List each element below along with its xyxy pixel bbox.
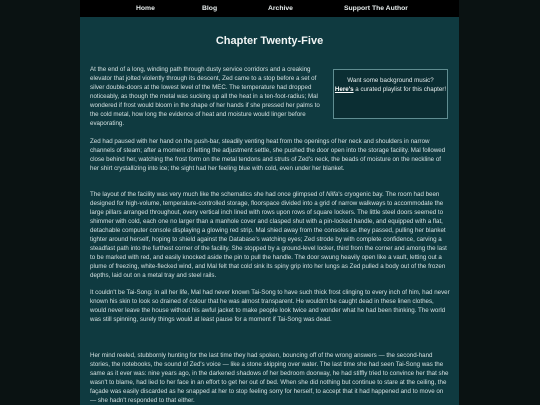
callout-question: Want some background music? [347,77,434,84]
nav-support-link[interactable]: Support The Author [344,5,408,12]
paragraph-5: Her mind reeled, stubbornly hunting for the last time they had spoken, bouncing off of the wrong answers — the second-hand stories, the notebooks, the sound of Zed's voice — like a stone skipping over water. The last time she had seen Tai-Song was the same as it ever was: nine years ago, in the darkened shadows of her bedroom doorway, he had stiffly tried to convince her that she wasn't to blame, had lied to her face in an effort to get her out of bed. When she did nothing but continue to stare at the ceiling, the façade was easily discarded as he snapped at her to stop feeling sorry for herself, to accept that it had happened and to move on — she hadn't responded to that either. [90,352,449,404]
callout-text: a curated playlist for this chapter! [353,85,447,93]
ship-name: Nilfa [325,191,339,198]
paragraph-3-rest: 's cryogenic bay. The room had been designed for high-volume, temperature-controlled storage, floorspace divided into a grid of narrow walkways to accommodate the large pillars arranged throughout, every vertical inch lined with rows upon rows of square lockers. The little steel doors seemed to shimmer with cold, each one no larger than a manhole cover and clasped shut with a pin-locked handle, and equipped with a flat, detachable computer console displaying a glowing red strip. Mal shied away from the consoles as they passed, pulling her blanket tighter around herself, hoping to shield against the Database's watching eyes; Zed strode by with complete confidence, carving a steadfast path into the furthest corner of the facility. She stopped by a ground-level locker, third from the corner and among the last to be marked with red, and easily knocked aside the pin to pull the handle. The door swung heavily open like a vault, letting out a plume of freezing, white-flecked wind, and Mal felt that cold sink its spiny grip into her lungs as Zed pulled a body out of the frozen depths, laid out on a metal tray and steel rails. [90,191,447,279]
paragraph-1: At the end of a long, winding path through dusty service corridors and a creaking elevator that jolted violently through its descent, Zed came to a stop before a set of silver double-doors at the lowest level of the MEC. The temperature had dropped noticeably, as though the metal was sucking up all the heat in a ten-foot-radius; Mal wondered if frost would bloom in the shape of her hands if she pressed her palms to the cold metal, how long the evidence of heat and moisture would linger before evaporating. [90,66,320,127]
chapter-title: Chapter Twenty-Five [215,35,324,47]
nav-archive-link[interactable]: Archive [268,5,293,12]
paragraph-4: It couldn't be Tai-Song: in all her life, Mal had never known Tai-Song to have such thick frost clinging to every inch of him, had never known his skin to look so drained of colour that he was almost transparent. He wouldn't be caught dead in these linen clothes, would never leave the house without his awful jacket to make people look twice and wonder what he had been thinking. The world was still spinning, surely things would at least pause for a moment if Tai-Song was dead. [90,289,450,323]
paragraph-2: Zed had paused with her hand on the push-bar, steadily venting heat from the openings of her neck and shoulders in narrow channels of steam; after a moment of letting the adjustment settle, she pushed the door open into the storage facility. Mal followed close behind her, watching the frost form on the metal tendons and struts of Zed's neck, the beads of moisture on the neckline of her shirt crystallizing into ice; the sight had her feeling blue with cold, even under her blanket. [90,138,446,172]
chapter-content [80,17,459,405]
paragraph-3-start: The layout of the facility was very much like the schematics she had once glimpsed of [90,191,326,198]
top-nav [80,0,459,17]
nav-blog-link[interactable]: Blog [202,5,218,12]
paragraph-3 [90,191,450,281]
playlist-link[interactable]: Here's [334,85,354,93]
nav-home-link[interactable]: Home [136,5,155,12]
music-callout [333,69,448,119]
